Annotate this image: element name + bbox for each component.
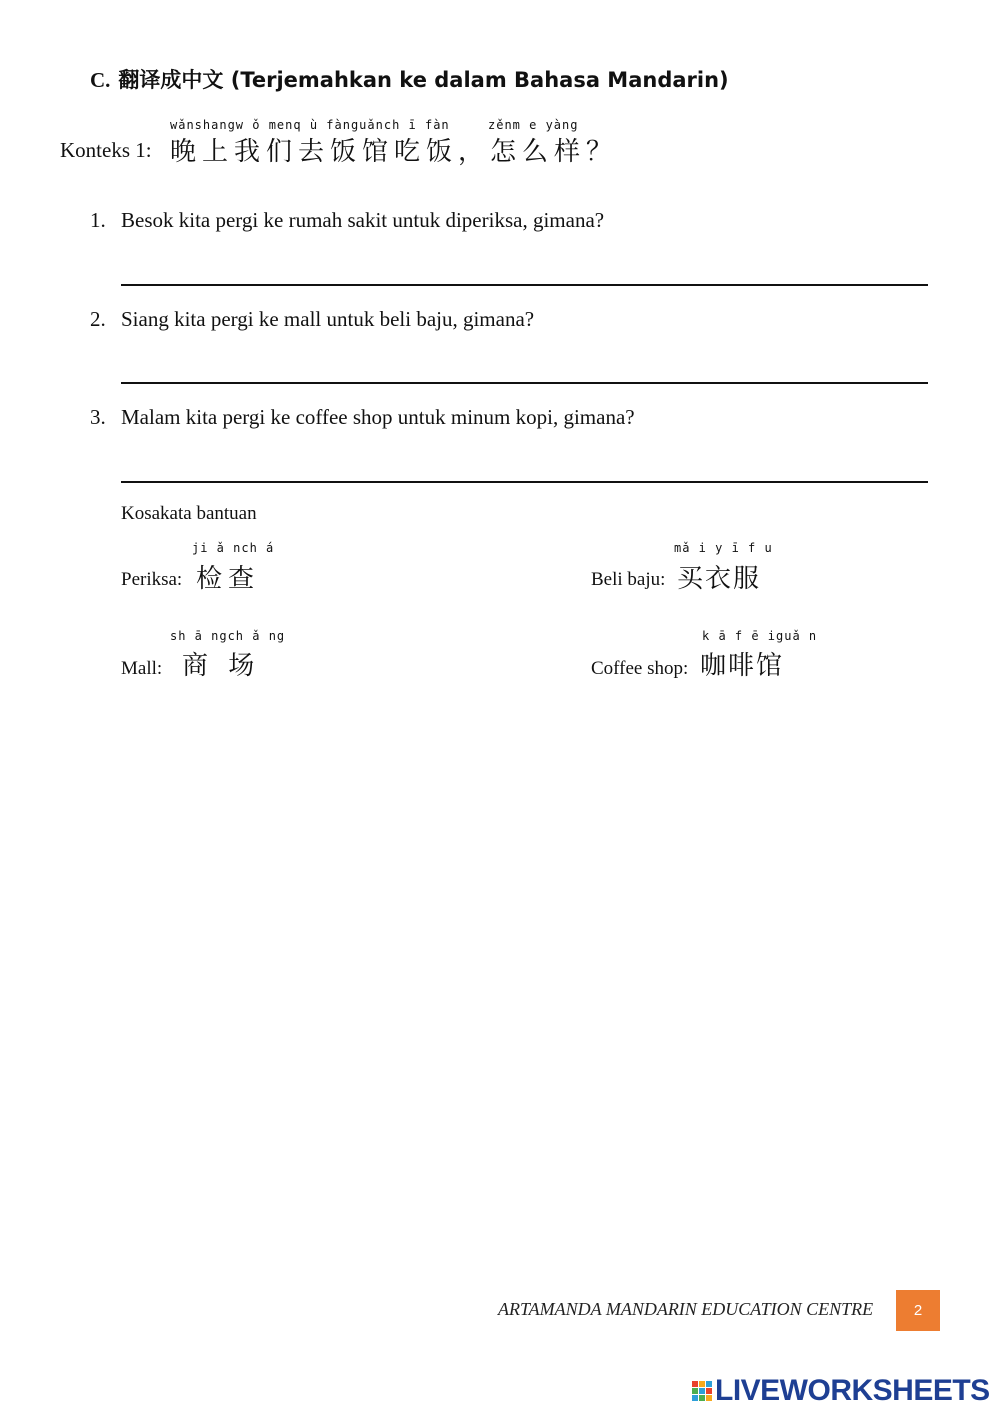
answer-line[interactable] <box>121 382 928 384</box>
vocab-pinyin: mǎ i y ī f u <box>674 541 773 555</box>
question-item <box>90 307 534 332</box>
vocab-label: Mall: <box>121 658 163 679</box>
vocab-hanzi: 商 场 <box>182 651 261 681</box>
vocab-label: Coffee shop: <box>591 658 689 679</box>
context-pinyin-second: zěnm e yàng <box>488 118 579 132</box>
context-label: Konteks 1: <box>60 138 152 162</box>
vocab-pinyin: sh ā ngch ǎ ng <box>170 629 286 643</box>
question-item <box>90 405 635 430</box>
vocab-hanzi: 检查 <box>196 564 261 594</box>
question-text: Malam kita pergi ke coffee shop untuk minum kopi, gimana? <box>121 405 635 429</box>
vocab-pinyin: ji ǎ nch á <box>192 541 275 555</box>
liveworksheets-logo <box>692 1374 990 1408</box>
section-title <box>90 64 729 94</box>
vocab-label: Periksa: <box>121 569 183 590</box>
footer-centre-name: ARTAMANDA MANDARIN EDUCATION CENTRE <box>498 1299 874 1319</box>
vocab-label: Beli baju: <box>591 569 666 590</box>
liveworksheets-wordmark: LIVEWORKSHEETS <box>715 1374 990 1407</box>
question-text: Siang kita pergi ke mall untuk beli baju, gimana? <box>121 307 535 331</box>
answer-line[interactable] <box>121 481 928 483</box>
question-number: 3. <box>90 405 106 429</box>
section-letter: C. <box>90 68 111 92</box>
question-number: 2. <box>90 307 106 331</box>
vocabulary-title: Kosakata bantuan <box>121 503 257 524</box>
answer-line[interactable] <box>121 284 928 286</box>
context-sentence: 晚上我们去饭馆吃饭，怎么样？ <box>170 137 619 167</box>
question-text: Besok kita pergi ke rumah sakit untuk diperiksa, gimana? <box>121 208 605 232</box>
page-number-badge: 2 <box>896 1290 940 1331</box>
question-item <box>90 208 604 233</box>
liveworksheets-icon <box>692 1381 712 1401</box>
section-heading: 翻译成中文 (Terjemahkan ke dalam Bahasa Mandarin) <box>118 68 729 92</box>
vocab-pinyin: k ā f ē iguǎ n <box>702 629 818 643</box>
question-number: 1. <box>90 208 106 232</box>
vocab-hanzi: 咖啡馆 <box>700 651 785 681</box>
vocab-hanzi: 买衣服 <box>677 564 762 594</box>
context-pinyin-first: wǎnshangw ǒ menq ù fànguǎnch ī fàn <box>170 118 450 132</box>
